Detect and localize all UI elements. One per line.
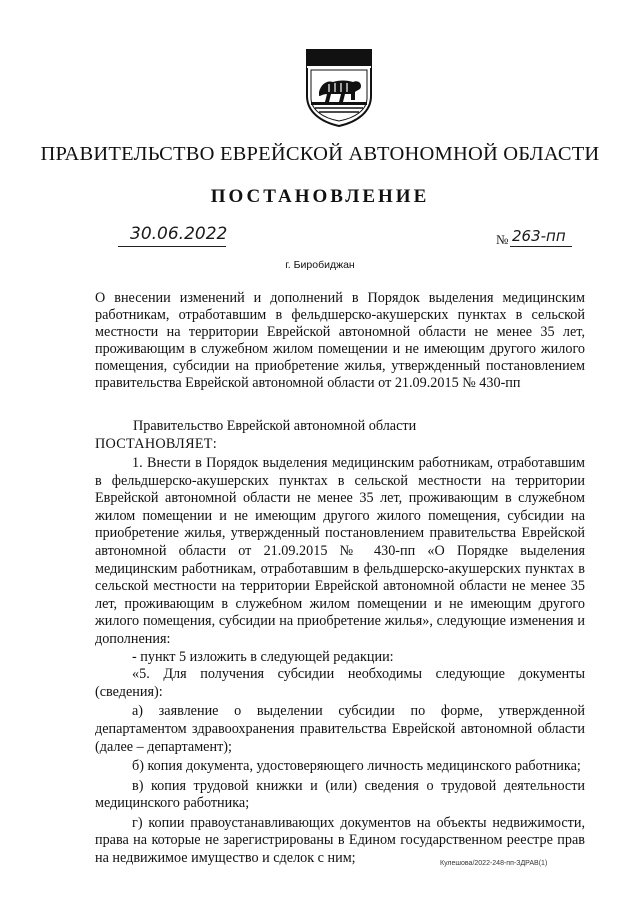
government-name-heading: ПРАВИТЕЛЬСТВО ЕВРЕЙСКОЙ АВТОНОМНОЙ ОБЛАСТИ xyxy=(40,143,600,165)
coat-of-arms-emblem xyxy=(303,46,375,128)
body-paragraph: в) копия трудовой книжки и (или) сведения о трудовой деятельности медицинского работника; xyxy=(95,777,585,812)
document-number: 263-пп xyxy=(512,227,566,245)
preamble-government: Правительство Еврейской автономной области xyxy=(133,418,417,434)
date-underline xyxy=(118,246,226,247)
preamble-decrees: ПОСТАНОВЛЯЕТ: xyxy=(95,436,218,452)
footer-reference: Кулешова/2022-248-пп-ЗДРАВ(1) xyxy=(440,860,548,867)
document-type-heading: ПОСТАНОВЛЕНИЕ xyxy=(210,186,430,207)
number-sign: № xyxy=(496,232,509,247)
body-paragraph: «5. Для получения субсидии необходимы следующие документы (сведения): xyxy=(95,666,585,700)
document-body xyxy=(95,455,585,868)
document-subject: О внесении изменений и дополнений в Порядок выделения медицинским работникам, отработавшим в фельдшерско-акушерских пунктах в сельской местности на территории Еврейской автономной области не менее 35 лет, проживающим в служебном жилом помещении и не имеющим другого жилого помещения, субсидии на приобретение жилья, утвержденный постановлением правительства Еврейской автономной области от 21.09.2015 № 430-пп xyxy=(95,290,585,391)
number-underline xyxy=(510,246,572,247)
body-paragraph: - пункт 5 изложить в следующей редакции: xyxy=(132,648,394,665)
body-paragraph: 1. Внести в Порядок выделения медицинским работникам, отработавшим в фельдшерско-акушерских пунктах в сельской местности на территории Еврейской автономной области не менее 35 лет, проживающим в служебном жилом помещении и не имеющим другого жилого помещения, субсидии на приобретение жилья, утвержденный постановлением правительства Еврейской автономной области от 21.09.2015 № 430-пп «О Порядке выделения медицинским работникам, отработавшим в фельдшерско-акушерских пунктах в сельской местности на территории Еврейской автономной области не менее 35 лет, проживающим в служебном жилом помещении и не имеющим другого жилого помещения, субсидии на приобретение жилья», следующие изменения и дополнения: xyxy=(95,455,585,647)
body-paragraph: б) копия документа, удостоверяющего личность медицинского работника; xyxy=(132,758,581,775)
body-paragraph: г) копии правоустанавливающих документов на объекты недвижимости, права на которые не зарегистрированы в Едином государственном реестре прав на недвижимое имущество и сделок с ним; xyxy=(95,814,585,867)
body-paragraph: а) заявление о выделении субсидии по форме, утвержденной департаментом здравоохранения правительства Еврейской автономной области (далее – департамент); xyxy=(95,703,585,755)
document-date: 30.06.2022 xyxy=(130,224,228,244)
city-line: г. Биробиджан xyxy=(285,259,355,271)
